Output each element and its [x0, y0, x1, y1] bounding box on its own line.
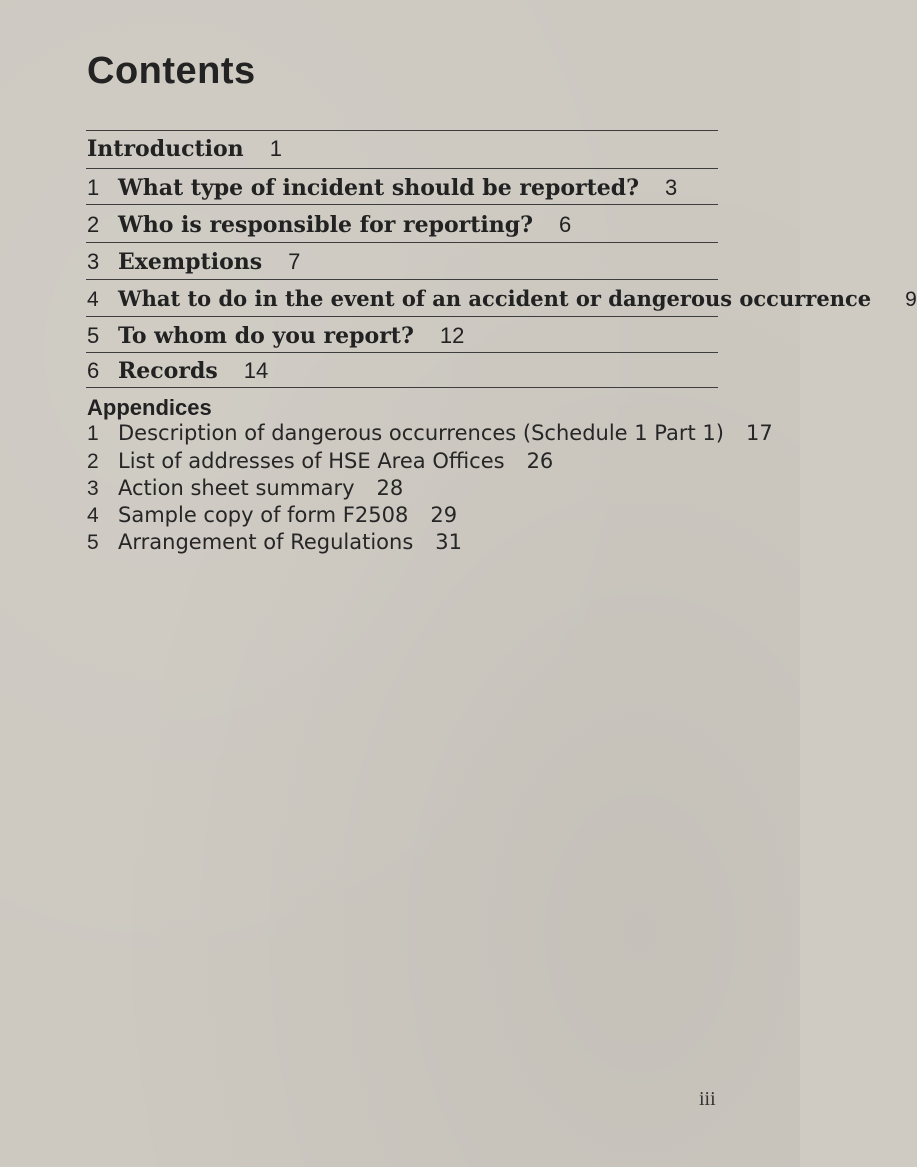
toc-entry-number: 4 — [87, 288, 99, 311]
appendices-heading: Appendices — [87, 395, 212, 420]
appendix-entry-3[interactable] — [87, 476, 403, 501]
toc-entry-chapter-1[interactable] — [87, 175, 677, 201]
divider — [86, 316, 718, 317]
appendix-number: 3 — [87, 477, 99, 500]
divider — [86, 279, 718, 280]
toc-entry-label: Introduction — [87, 136, 244, 162]
appendix-label: Arrangement of Regulations — [118, 530, 414, 554]
page-number: iii — [699, 1088, 716, 1110]
divider — [86, 352, 718, 353]
appendix-page: 31 — [435, 530, 463, 554]
toc-entry-introduction[interactable] — [87, 136, 282, 162]
divider — [86, 130, 718, 131]
toc-entry-label: Exemptions — [118, 249, 263, 275]
toc-entry-page: 7 — [288, 249, 301, 274]
toc-entry-chapter-3[interactable] — [87, 249, 300, 275]
toc-entry-chapter-5[interactable] — [87, 323, 464, 349]
toc-entry-number: 6 — [87, 358, 100, 383]
appendix-entry-1[interactable] — [87, 421, 773, 446]
toc-entry-chapter-2[interactable] — [87, 212, 571, 238]
toc-entry-number: 5 — [87, 323, 100, 348]
toc-entry-page: 14 — [243, 358, 269, 383]
toc-entry-page: 1 — [269, 136, 282, 161]
toc-entry-label: To whom do you report? — [118, 323, 414, 349]
toc-entry-number: 1 — [87, 175, 100, 200]
toc-entry-label: Who is responsible for reporting? — [118, 212, 534, 238]
toc-entry-number: 3 — [87, 249, 100, 274]
appendix-number: 5 — [87, 531, 99, 554]
appendix-label: Sample copy of form F2508 — [118, 503, 409, 527]
toc-entry-number: 2 — [87, 212, 100, 237]
appendix-page: 17 — [746, 421, 773, 445]
toc-entry-chapter-4[interactable] — [87, 286, 917, 312]
appendix-page: 29 — [430, 503, 458, 527]
appendix-entry-5[interactable] — [87, 530, 462, 555]
appendix-number: 1 — [87, 422, 99, 445]
appendix-entry-4[interactable] — [87, 503, 457, 528]
toc-entry-page: 9 — [905, 288, 917, 311]
appendix-page: 28 — [376, 476, 404, 500]
appendix-label: Action sheet summary — [118, 476, 355, 500]
divider — [86, 242, 718, 243]
divider — [86, 387, 718, 388]
toc-entry-chapter-6[interactable] — [87, 358, 268, 384]
appendix-number: 2 — [87, 450, 99, 473]
toc-entry-page: 6 — [559, 212, 572, 237]
toc-entry-label: What to do in the event of an accident or dangerous occurrence — [118, 286, 872, 311]
toc-entry-label: Records — [118, 358, 218, 384]
appendix-page: 26 — [526, 449, 554, 473]
appendix-label: List of addresses of HSE Area Offices — [118, 449, 505, 473]
toc-entry-page: 3 — [665, 175, 678, 200]
page-title: Contents — [87, 50, 256, 92]
appendix-entry-2[interactable] — [87, 449, 553, 474]
appendix-number: 4 — [87, 504, 99, 527]
appendix-label: Description of dangerous occurrences (Schedule 1 Part 1) — [118, 421, 724, 445]
divider — [86, 204, 718, 205]
toc-entry-label: What type of incident should be reported? — [118, 175, 640, 201]
toc-entry-page: 12 — [439, 323, 465, 348]
divider — [86, 168, 718, 169]
